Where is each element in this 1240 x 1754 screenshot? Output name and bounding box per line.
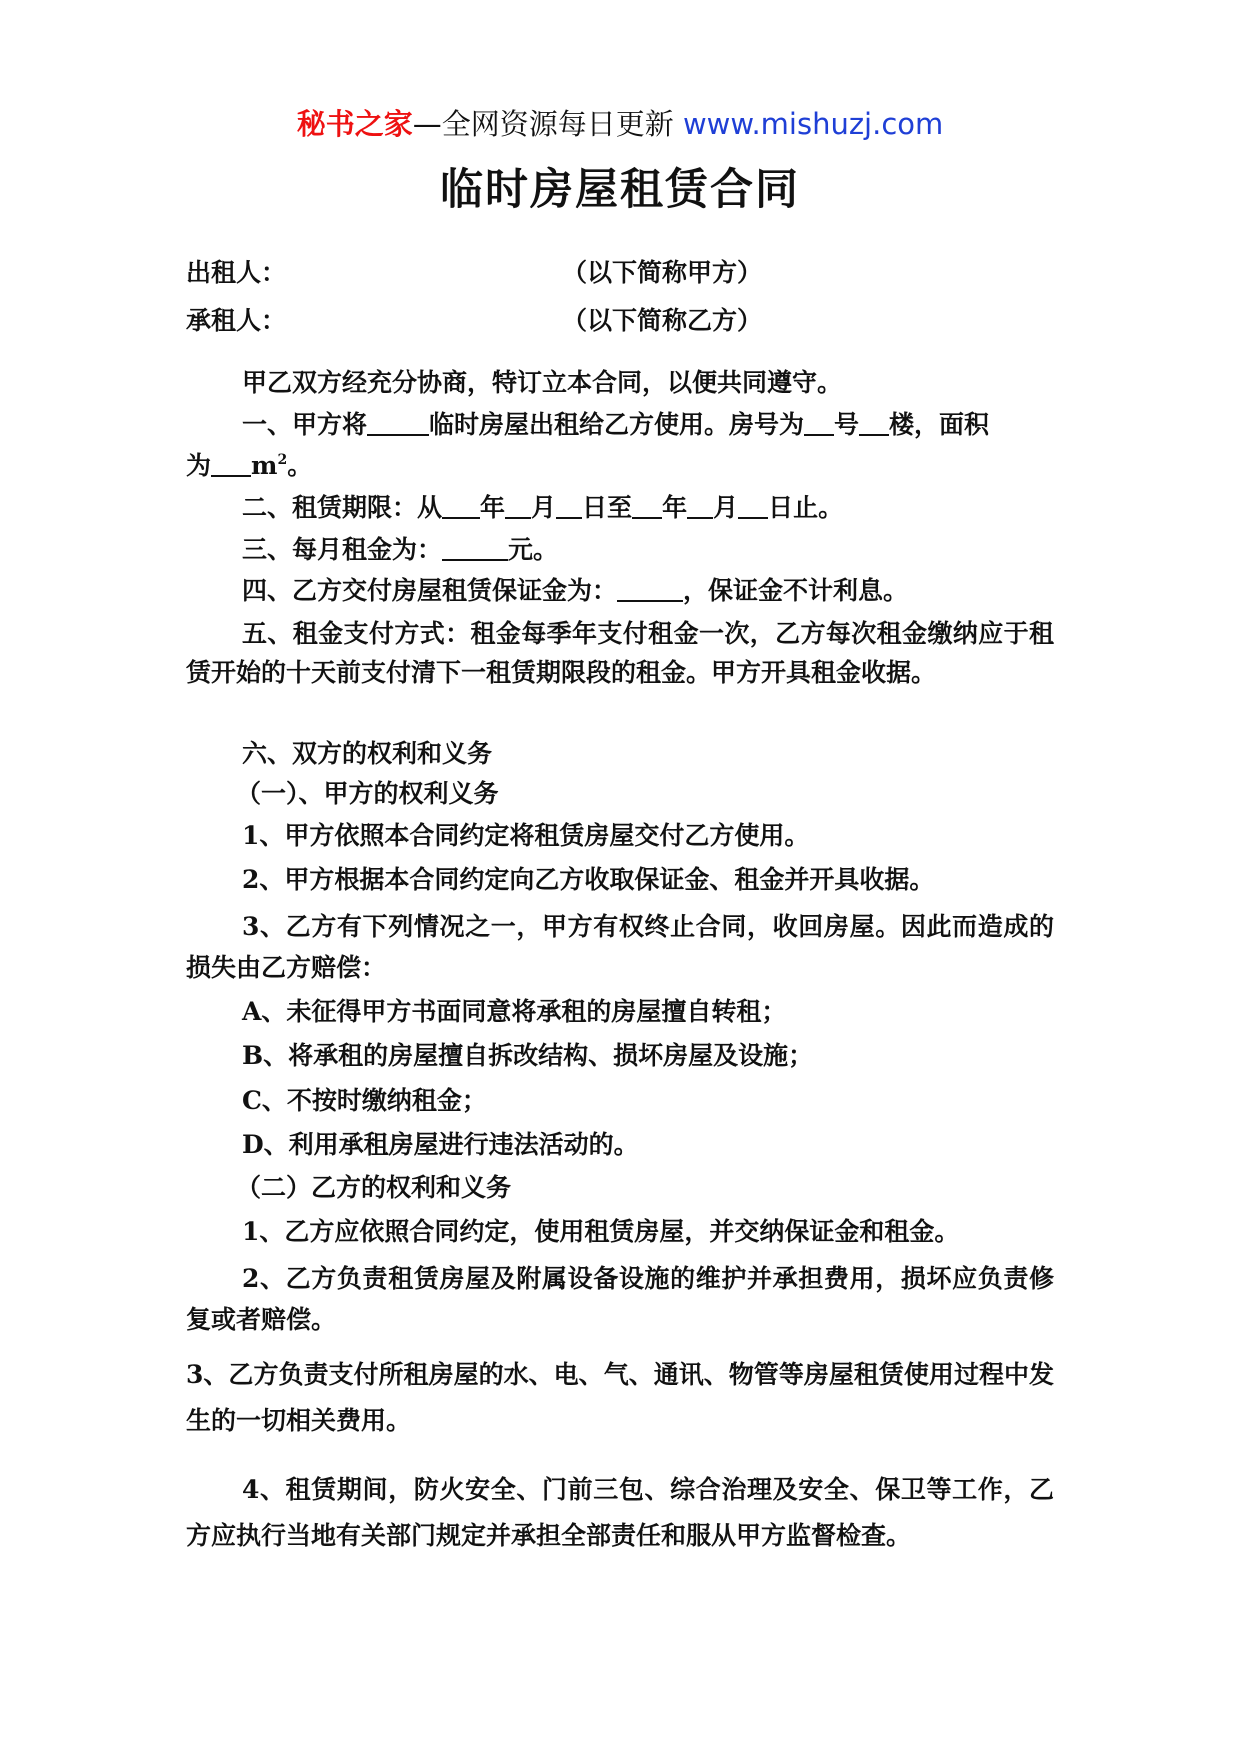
lessor-label: 出租人：: [186, 258, 287, 287]
header-separator: —: [412, 107, 442, 141]
lessor-note: （以下简称甲方）: [562, 258, 763, 287]
clause-4: [186, 573, 1054, 609]
clause-2-month: 月: [531, 493, 557, 522]
blank-end-day-field[interactable]: [738, 491, 768, 519]
intro-paragraph: 甲乙双方经充分协商，特订立本合同，以便共同遵守。: [242, 368, 843, 397]
blank-room-number-field[interactable]: [804, 408, 834, 436]
clause-3-text-b: 元。: [508, 535, 559, 564]
section-2-heading: （二）乙方的权利和义务: [236, 1173, 512, 1202]
clause-3-text-a: 三、每月租金为：: [242, 535, 443, 564]
header-slogan: 全网资源每日更新: [441, 107, 674, 141]
section-1-item-3: 3、乙方有下列情况之一，甲方有权终止合同，收回房屋。因此而造成的损失由乙方赔偿：: [186, 912, 1054, 982]
clause-1-line-1: [186, 407, 1054, 443]
lessee-row: [0, 303, 1240, 339]
clause-1-text-d: 楼，面积: [889, 410, 990, 439]
clause-2-end: 日止。: [768, 493, 844, 522]
clause-1-text-end: 。: [287, 451, 313, 480]
section-1-item-c: C、不按时缴纳租金；: [242, 1086, 487, 1115]
section-1-item-b: B、将承租的房屋擅自拆改结构、损坏房屋及设施；: [242, 1041, 814, 1070]
section-2-item-3: 3、乙方负责支付所租房屋的水、电、气、通讯、物管等房屋租赁使用过程中发生的一切相关费用。: [186, 1360, 1054, 1435]
blank-house-field[interactable]: [367, 408, 429, 436]
clause-2: [186, 490, 1054, 526]
lessee-label: 承租人：: [186, 306, 287, 335]
clause-1-line-2: [186, 448, 1054, 484]
section-2-item-4: 4、租赁期间，防火安全、门前三包、综合治理及安全、保卫等工作，乙方应执行当地有关部门规定并承担全部责任和服从甲方监督检查。: [186, 1475, 1054, 1550]
section-1-heading: （一）、甲方的权利义务: [236, 779, 499, 808]
clause-5: 五、租金支付方式：租金每季年支付租金一次，乙方每次租金缴纳应于租赁开始的十天前支付清下一租赁期限段的租金。甲方开具租金收据。: [186, 619, 1054, 687]
section-2-item-1: 1、乙方应依照合同约定，使用租赁房屋，并交纳保证金和租金。: [242, 1217, 960, 1246]
clause-2-year-end: 年: [662, 493, 688, 522]
blank-building-field[interactable]: [859, 408, 889, 436]
area-unit: m: [251, 451, 278, 480]
blank-deposit-field[interactable]: [617, 574, 683, 602]
clause-2-month-end: 月: [713, 493, 739, 522]
section-1-item-a: A、未征得甲方书面同意将承租的房屋擅自转租；: [242, 997, 787, 1026]
site-url-link[interactable]: www.mishuzj.com: [682, 107, 944, 141]
clause-4-text-a: 四、乙方交付房屋租赁保证金为：: [242, 576, 618, 605]
document-title: 临时房屋租赁合同: [440, 165, 800, 215]
blank-end-year-field[interactable]: [632, 491, 662, 519]
clause-1-text-b: 临时房屋出租给乙方使用。房号为: [429, 410, 805, 439]
clause-2-day-to: 日至: [582, 493, 633, 522]
blank-end-month-field[interactable]: [687, 491, 713, 519]
site-header: [0, 101, 1240, 147]
clause-4-text-b: ，保证金不计利息。: [683, 576, 909, 605]
section-2-item-2: 2、乙方负责租赁房屋及附属设备设施的维护并承担费用，损坏应负责修复或者赔偿。: [186, 1264, 1054, 1334]
clause-1-text-a: 一、甲方将: [242, 410, 368, 439]
clause-1-text-c: 号: [834, 410, 860, 439]
blank-start-month-field[interactable]: [505, 491, 531, 519]
blank-start-year-field[interactable]: [442, 491, 480, 519]
clause-6-heading: 六、双方的权利和义务: [242, 739, 493, 768]
clause-2-year: 年: [480, 493, 506, 522]
section-1-item-1: 1、甲方依照本合同约定将租赁房屋交付乙方使用。: [242, 821, 810, 850]
clause-2-text-a: 二、租赁期限：从: [242, 493, 443, 522]
brand-name: 秘书之家: [296, 107, 413, 141]
section-1-item-2: 2、甲方根据本合同约定向乙方收取保证金、租金并开具收据。: [242, 865, 935, 894]
blank-start-day-field[interactable]: [556, 491, 582, 519]
blank-monthly-rent-field[interactable]: [442, 533, 508, 561]
area-unit-superscript: 2: [277, 452, 288, 468]
section-1-item-d: D、利用承租房屋进行违法活动的。: [242, 1130, 639, 1159]
clause-3: [186, 532, 1054, 568]
clause-1-text-e: 为: [186, 451, 212, 480]
blank-area-field[interactable]: [211, 449, 251, 477]
lessor-row: [0, 255, 1240, 291]
lessee-note: （以下简称乙方）: [562, 306, 763, 335]
